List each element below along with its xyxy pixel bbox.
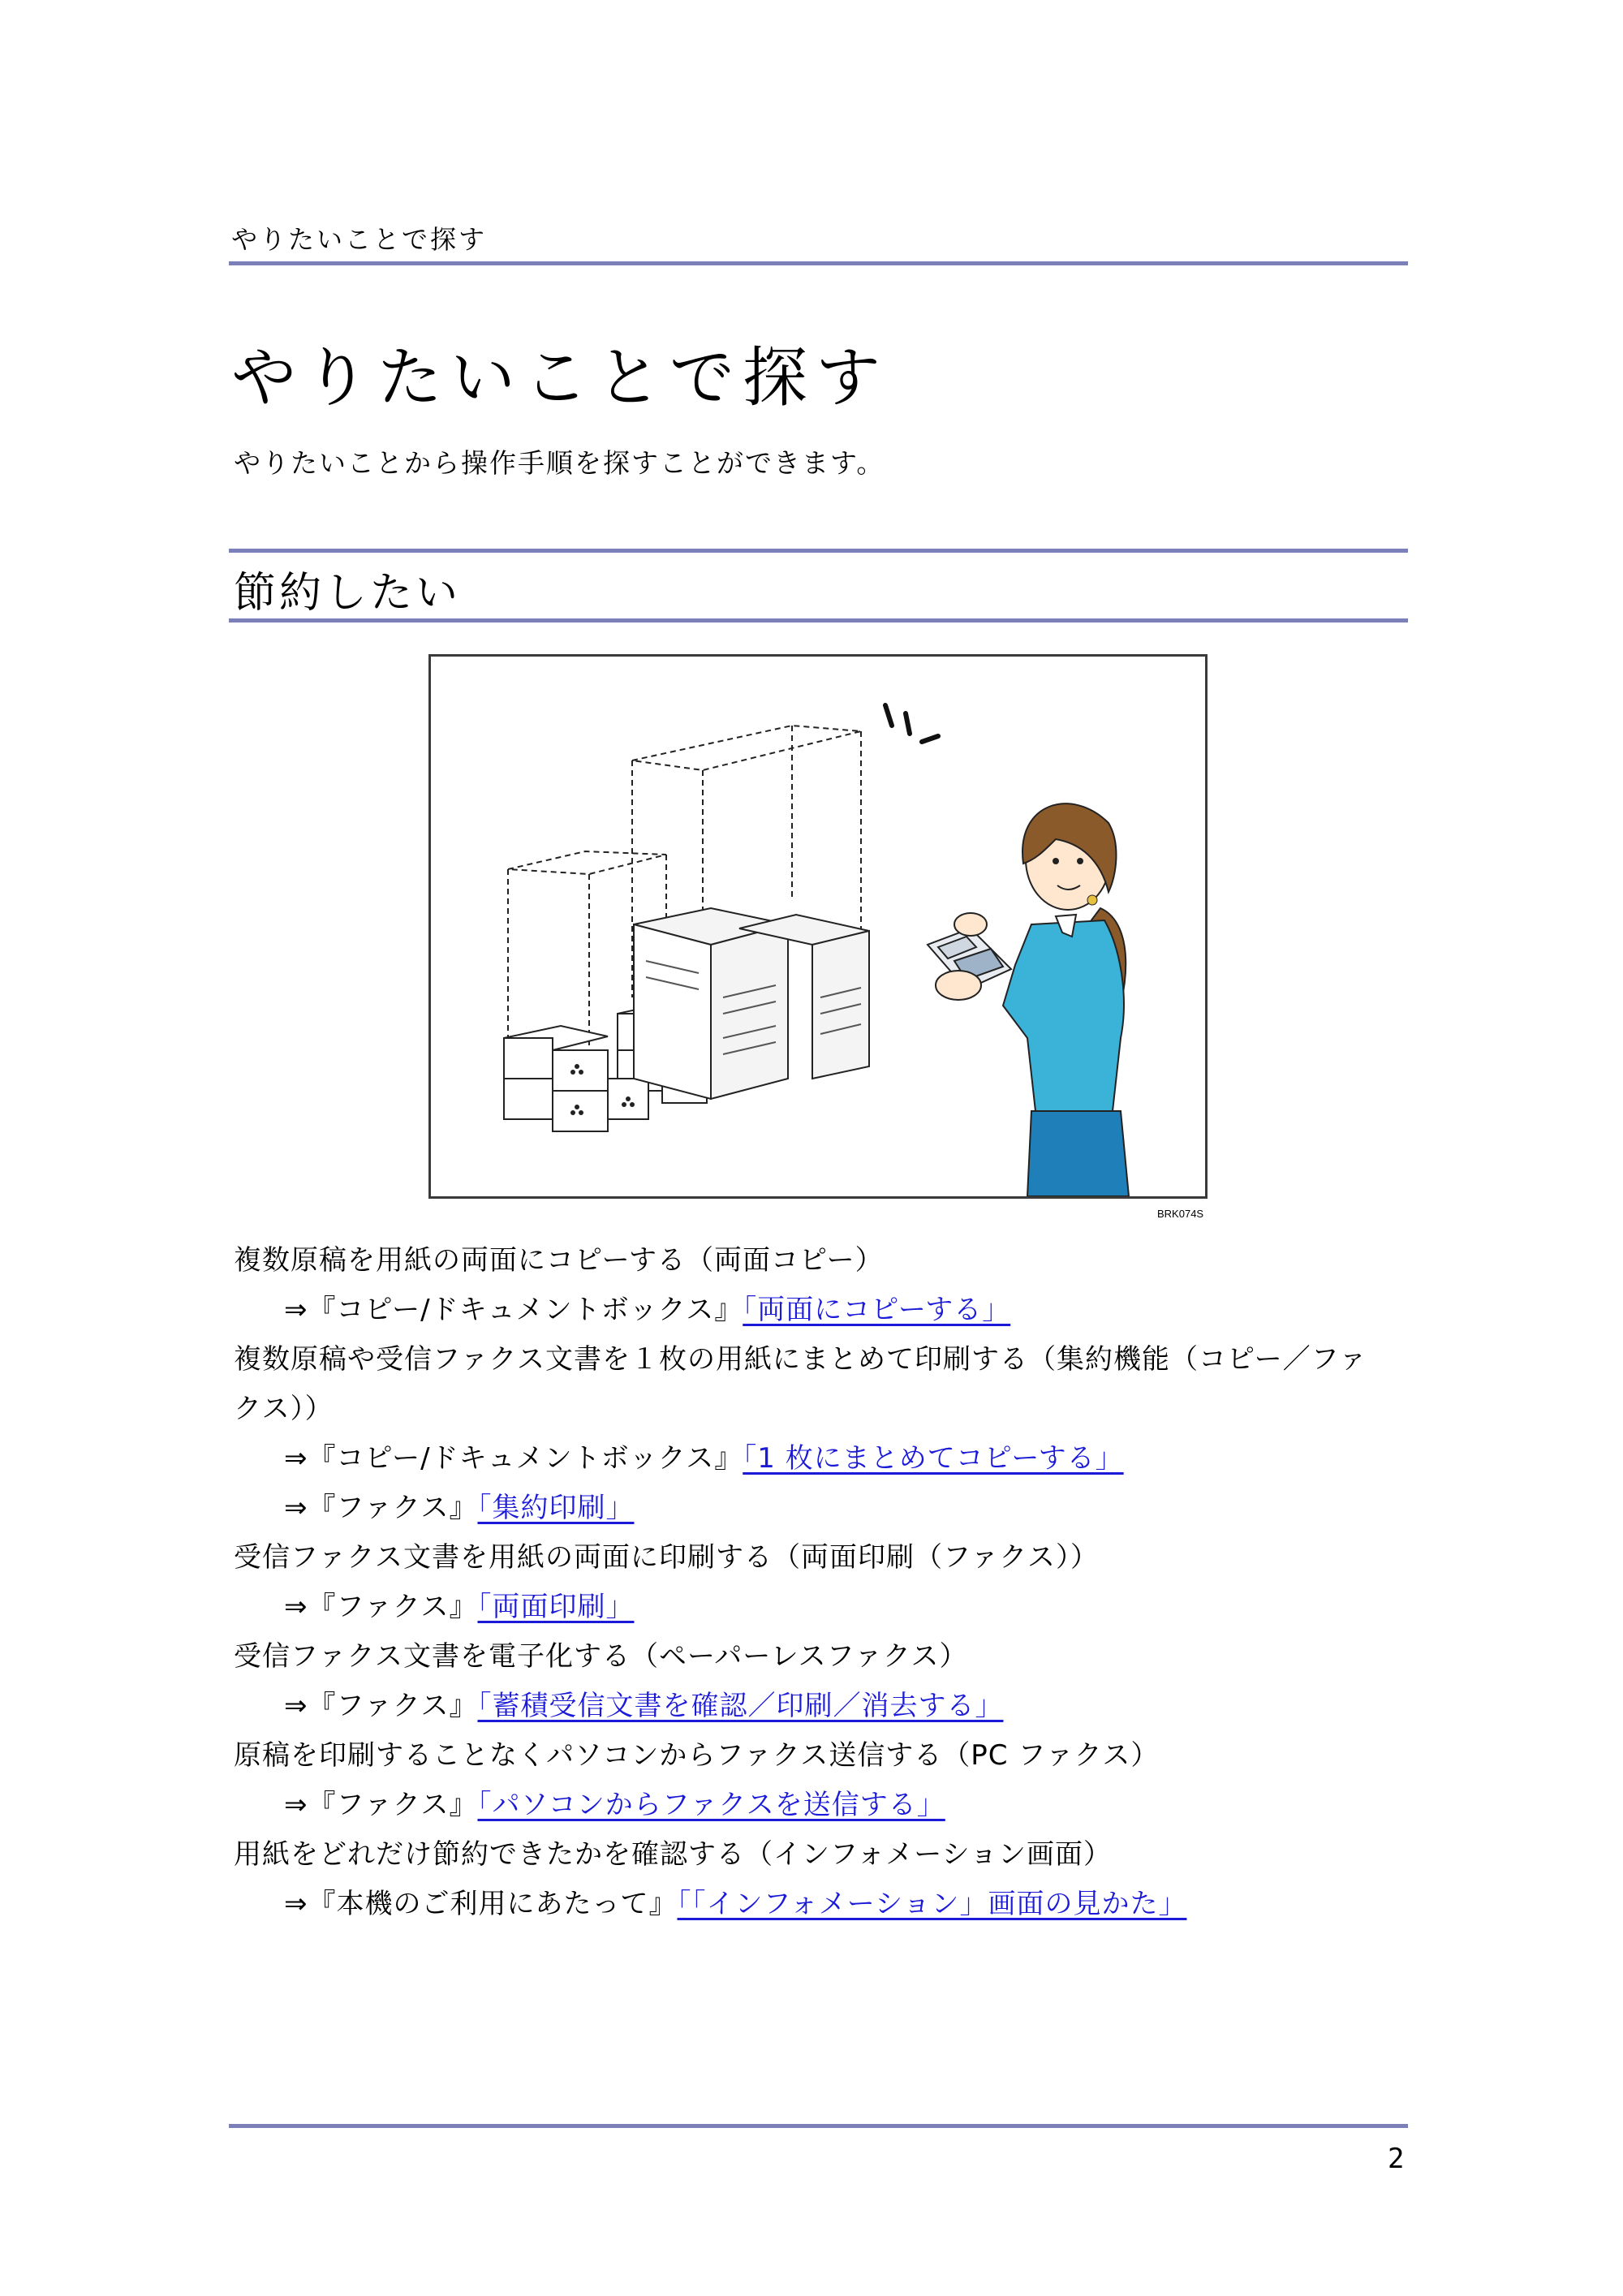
- section-link[interactable]: 「蓄積受信文書を確認／印刷／消去する」: [477, 1690, 1004, 1722]
- section-rule-bottom: [229, 618, 1408, 622]
- task-description: 受信ファクス文書を電子化する（ペーパーレスファクス）: [234, 1640, 968, 1673]
- footer-rule: [229, 2124, 1408, 2128]
- task-description: 原稿を印刷することなくパソコンからファクス送信する（PC ファクス）: [234, 1739, 1160, 1772]
- manual-reference: ⇒『ファクス』: [284, 1690, 478, 1722]
- reference-line: [234, 1583, 1410, 1632]
- woman-figure: [1003, 803, 1129, 1196]
- section-link[interactable]: 「パソコンからファクスを送信する」: [477, 1789, 945, 1821]
- section-link[interactable]: 「両面にコピーする」: [743, 1294, 1011, 1326]
- manual-reference: ⇒『コピー/ドキュメントボックス』: [284, 1294, 743, 1326]
- manual-reference: ⇒『コピー/ドキュメントボックス』: [284, 1442, 743, 1475]
- entry-list: [234, 1236, 1410, 1929]
- running-header: やりたいことで探す: [231, 224, 488, 255]
- task-description: 用紙をどれだけ節約できたかを確認する（インフォメーション画面）: [234, 1838, 1112, 1871]
- section-link[interactable]: 「両面印刷」: [477, 1591, 635, 1623]
- header-rule: [229, 261, 1408, 265]
- manual-reference: ⇒『本機のご利用にあたって』: [284, 1888, 678, 1920]
- section-title: 節約したい: [234, 569, 462, 618]
- page-number: 2: [1388, 2143, 1405, 2175]
- manual-reference: ⇒『ファクス』: [284, 1591, 478, 1623]
- section-link[interactable]: 「1 枚にまとめてコピーする」: [743, 1442, 1124, 1475]
- manual-reference: ⇒『ファクス』: [284, 1492, 478, 1524]
- page-title: やりたいことで探す: [231, 340, 889, 416]
- reference-line: [234, 1434, 1410, 1484]
- reference-line: [234, 1484, 1410, 1533]
- task-description: 複数原稿を用紙の両面にコピーする（両面コピー）: [234, 1244, 884, 1277]
- calculator-icon: [928, 913, 1011, 1000]
- task-description: 複数原稿や受信ファクス文書を１枚の用紙にまとめて印刷する（集約機能（コピー／ファクス））: [234, 1343, 1367, 1425]
- reference-line: [234, 1682, 1410, 1731]
- section-rule-top: [229, 549, 1408, 553]
- emphasis-marks: [885, 705, 938, 742]
- saving-illustration: [431, 657, 1205, 1196]
- intro-text: やりたいことから操作手順を探すことができます。: [234, 447, 885, 479]
- manual-reference: ⇒『ファクス』: [284, 1789, 478, 1821]
- task-description: 受信ファクス文書を用紙の両面に印刷する（両面印刷（ファクス））: [234, 1541, 1099, 1574]
- paper-stacks: [634, 908, 869, 1099]
- section-link[interactable]: 「「インフォメーション」画面の見かた」: [677, 1888, 1187, 1920]
- illustration-code: BRK074S: [1157, 1208, 1204, 1220]
- reference-line: [234, 1781, 1410, 1830]
- illustration-frame: [428, 654, 1208, 1199]
- reference-line: [234, 1286, 1410, 1335]
- section-link[interactable]: 「集約印刷」: [477, 1492, 635, 1524]
- reference-line: [234, 1880, 1410, 1929]
